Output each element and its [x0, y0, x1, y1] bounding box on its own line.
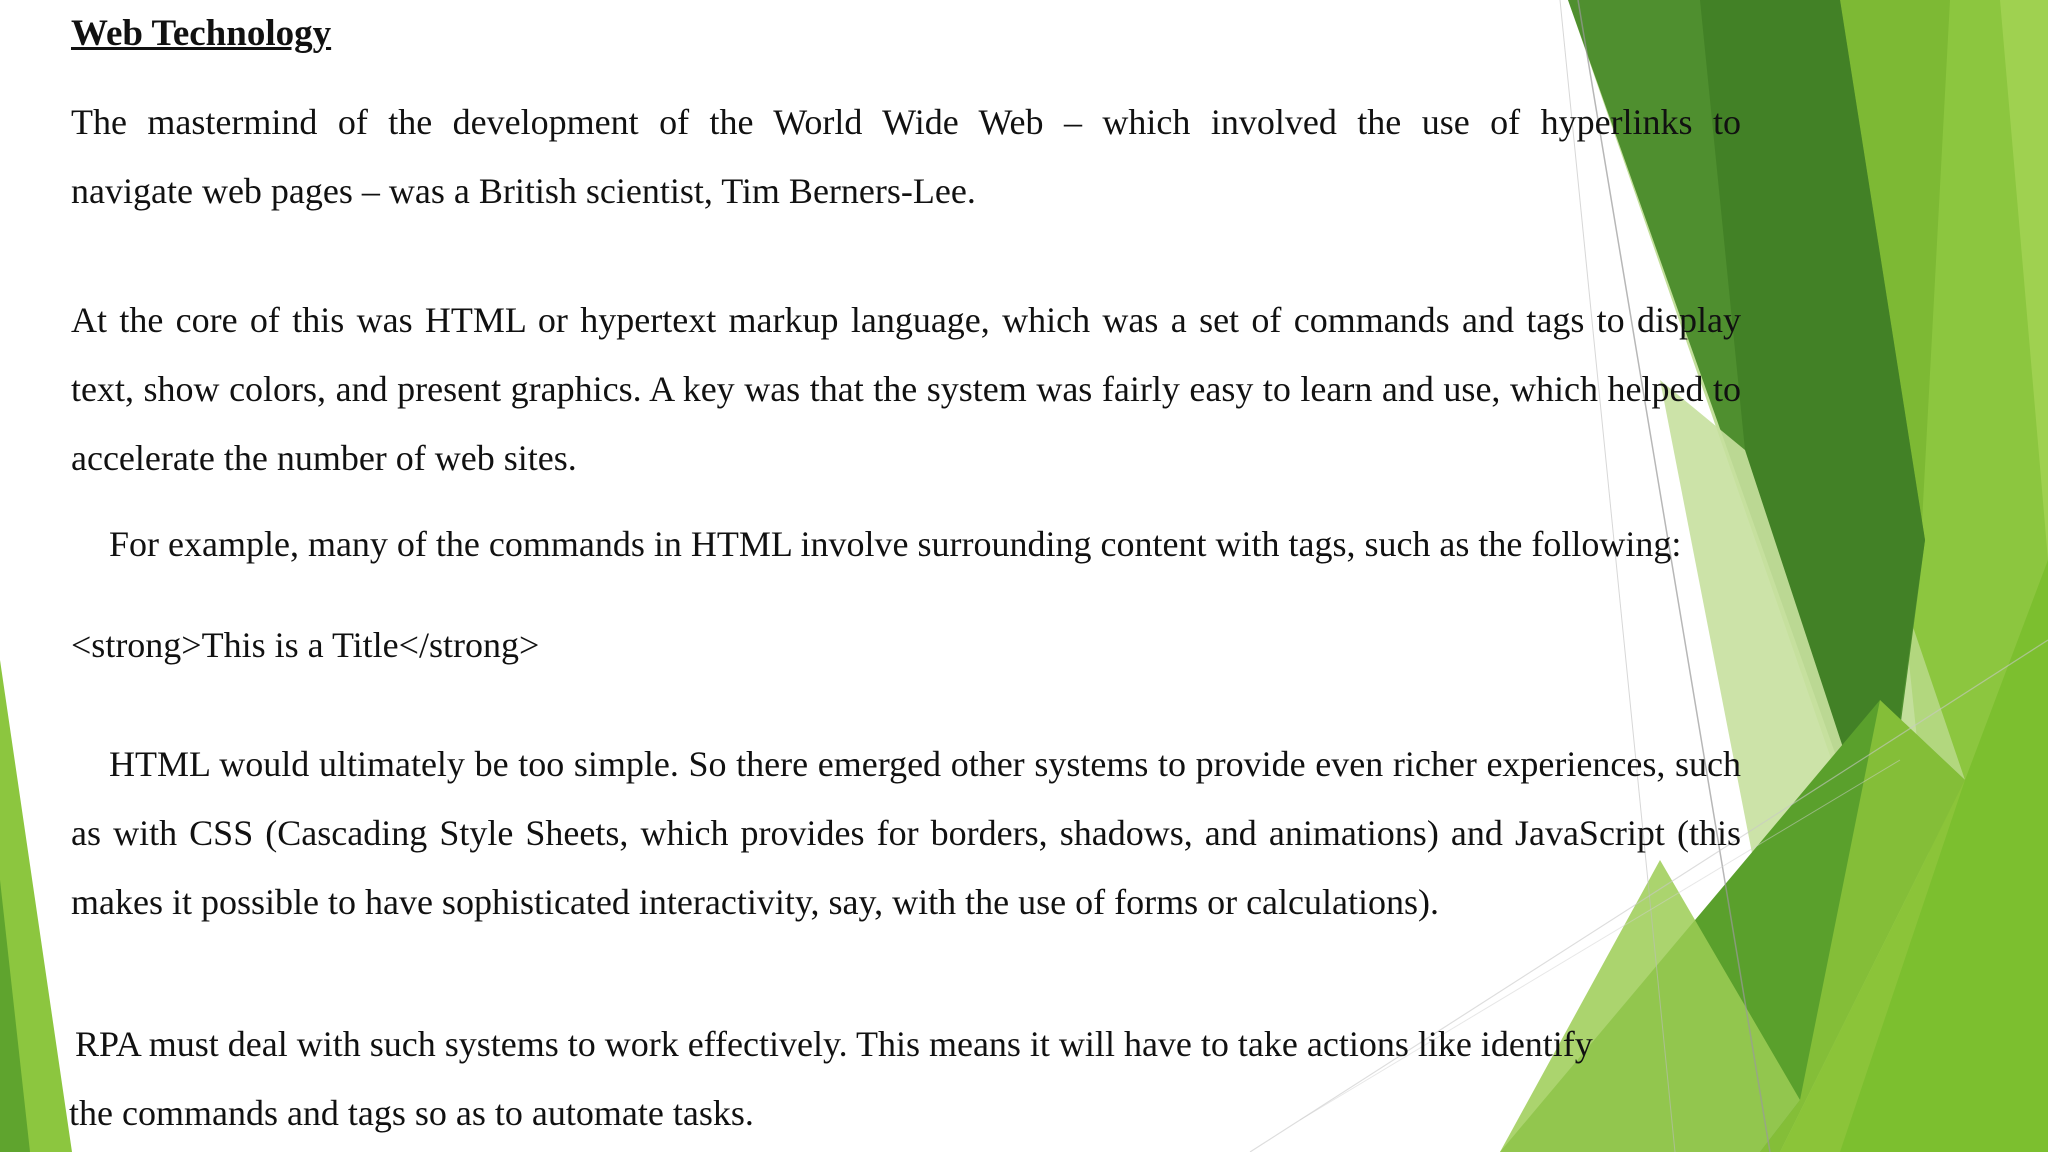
paragraph-tim-berners-lee	[71, 88, 1741, 226]
paragraph-html-core: At the core of this was HTML or hypertext markup language, which was a set of commands and tags to display text, show colors, and present graphics. A key was that the system was fairly easy to learn and use, which helped to accelerate the number of web sites.	[71, 300, 1741, 478]
paragraph-rpa-line-2: the commands and tags so as to automate tasks.	[69, 1093, 754, 1133]
paragraph-1-line-1: The mastermind of the development of the World Wide Web – which involved the use of hyperlinks to	[71, 102, 1741, 142]
paragraph-1-line-2: navigate web pages – was a British scientist, Tim Berners-Lee.	[71, 171, 976, 211]
slide-title: Web Technology	[71, 13, 332, 54]
paragraph-rpa-line-1: RPA must deal with such systems to work effectively. This means it will have to take actions like identify	[75, 1024, 1593, 1064]
paragraph-html-tags-example: For example, many of the commands in HTML involve surrounding content with tags, such as the following:	[109, 524, 1682, 564]
paragraph-css-javascript: HTML would ultimately be too simple. So there emerged other systems to provide even richer experiences, such as with CSS (Cascading Style Sheets, which provides for borders, shadows, and animations) and JavaScript (this makes it possible to have sophisticated interactivity, say, with the use of forms or calculations).	[71, 744, 1741, 922]
code-example-strong-tag: <strong>This is a Title</strong>	[71, 625, 540, 665]
